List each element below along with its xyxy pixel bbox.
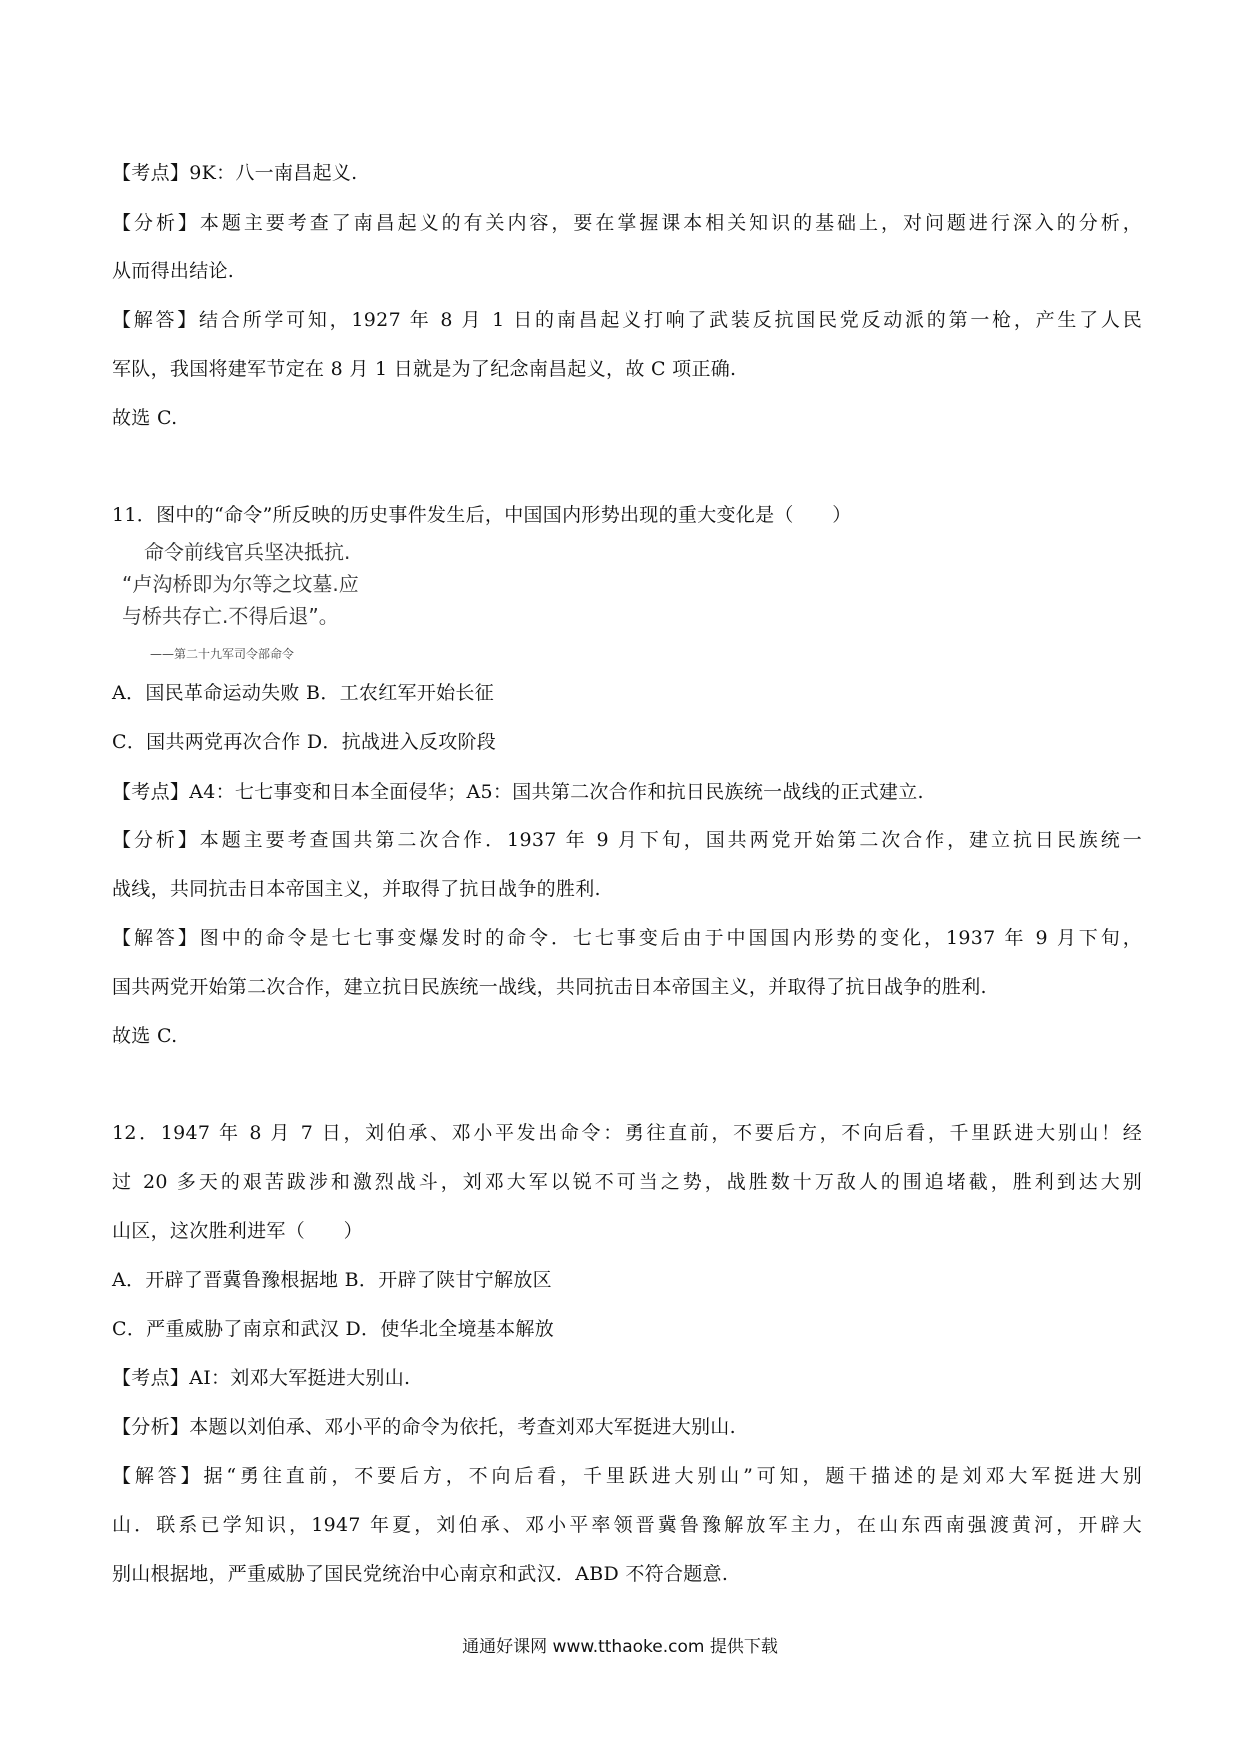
q12-option-cd: C．严重威胁了南京和武汉 D．使华北全境基本解放 (112, 1318, 555, 1340)
q11-command-figure (122, 540, 382, 666)
q10-fenxi-line-1: 【分析】本题主要考查了南昌起义的有关内容，要在掌握课本相关知识的基础上，对问题进行深入的分析， (112, 212, 1142, 234)
figure-line-1: 命令前线官兵坚决抵抗. (144, 540, 351, 564)
q12-option-ab: A．开辟了晋冀鲁豫根据地 B．开辟了陕甘宁解放区 (112, 1269, 552, 1291)
q12-stem-line-1: 12．1947 年 8 月 7 日，刘伯承、邓小平发出命令：勇往直前，不要后方，不向后看，千里跃进大别山！经 (112, 1122, 1142, 1144)
footer-download-note: 通通好课网 www.tthaoke.com 提供下载 (462, 1637, 778, 1657)
q12-jieda-line-3: 别山根据地，严重威胁了国民党统治中心南京和武汉．ABD 不符合题意. (112, 1563, 729, 1585)
q11-option-ab: A．国民革命运动失败 B．工农红军开始长征 (112, 682, 495, 704)
q11-fenxi-line-2: 战线，共同抗击日本帝国主义，并取得了抗日战争的胜利. (112, 878, 601, 900)
q12-jieda-line-1: 【解答】据“勇往直前，不要后方，不向后看，千里跃进大别山”可知，题干描述的是刘邓大军挺进大别 (112, 1465, 1142, 1487)
q12-fenxi: 【分析】本题以刘伯承、邓小平的命令为依托，考查刘邓大军挺进大别山. (112, 1416, 736, 1438)
q12-stem-line-2: 过 20 多天的艰苦跋涉和激烈战斗，刘邓大军以锐不可当之势，战胜数十万敌人的围追堵截，胜利到达大别 (112, 1171, 1142, 1193)
q10-jieda-line-1: 【解答】结合所学可知，1927 年 8 月 1 日的南昌起义打响了武装反抗国民党反动派的第一枪，产生了人民 (112, 309, 1142, 331)
q11-jieda-line-2: 国共两党开始第二次合作，建立抗日民族统一战线，共同抗击日本帝国主义，并取得了抗日战争的胜利. (112, 976, 987, 998)
figure-line-2: “卢沟桥即为尔等之坟墓.应 (122, 572, 359, 596)
q10-jieda-line-2: 军队，我国将建军节定在 8 月 1 日就是为了纪念南昌起义，故 C 项正确. (112, 358, 737, 380)
q11-kaodian: 【考点】A4：七七事变和日本全面侵华；A5：国共第二次合作和抗日民族统一战线的正式建立. (112, 781, 924, 803)
figure-caption: ——第二十九军司令部命令 (150, 647, 295, 661)
q11-jieda-line-1: 【解答】图中的命令是七七事变爆发时的命令．七七事变后由于中国国内形势的变化，1937 年 9 月下旬， (112, 927, 1142, 949)
q11-guxuan: 故选 C. (112, 1025, 178, 1047)
q10-kaodian: 【考点】9K：八一南昌起义. (112, 162, 358, 184)
q12-kaodian: 【考点】AI：刘邓大军挺进大别山. (112, 1367, 411, 1389)
q10-guxuan: 故选 C. (112, 407, 178, 429)
q10-fenxi-line-2: 从而得出结论. (112, 260, 235, 282)
q12-jieda-line-2: 山．联系已学知识，1947 年夏，刘伯承、邓小平率领晋冀鲁豫解放军主力，在山东西南强渡黄河，开辟大 (112, 1514, 1142, 1536)
q12-stem-line-3: 山区，这次胜利进军（ ） (112, 1220, 363, 1242)
q11-fenxi-line-1: 【分析】本题主要考查国共第二次合作．1937 年 9 月下旬，国共两党开始第二次合作，建立抗日民族统一 (112, 829, 1142, 851)
q11-option-cd: C．国共两党再次合作 D．抗战进入反攻阶段 (112, 731, 497, 753)
q11-stem: 11．图中的“命令”所反映的历史事件发生后，中国国内形势出现的重大变化是（ ） (112, 504, 852, 526)
figure-line-3: 与桥共存亡.不得后退”。 (122, 604, 339, 628)
